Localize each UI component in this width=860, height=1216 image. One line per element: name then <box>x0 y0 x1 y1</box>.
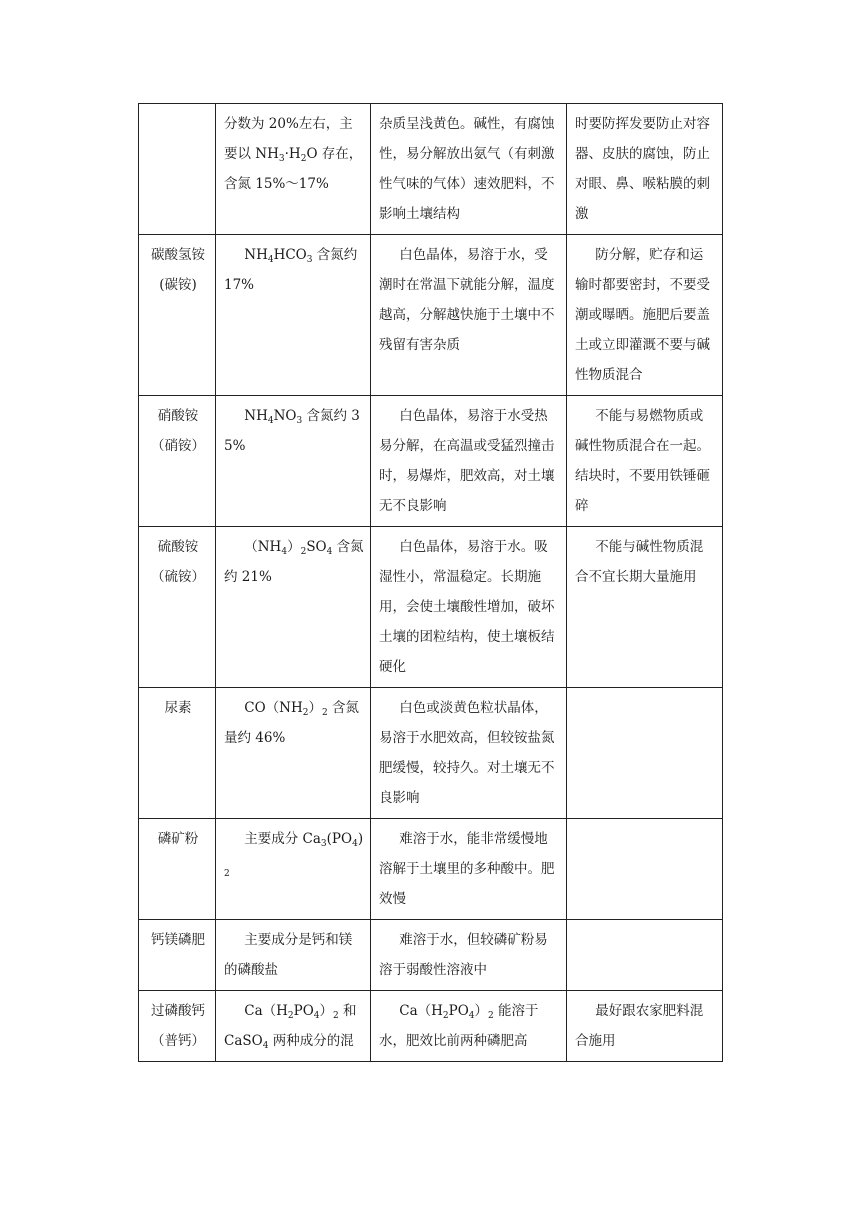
properties-cell: $Ca(H_2PO_4)_2$ 能溶于水，肥效比前两种磷肥高 <box>371 991 567 1062</box>
precautions-cell: 不能与易燃物质或碱性物质混合在一起。结块时，不要用铁锤砸碎 <box>567 396 723 527</box>
table-body <box>139 104 723 1062</box>
fertilizer-name-cell: 磷矿粉 <box>139 819 216 920</box>
fertilizer-table <box>138 103 723 1062</box>
fertilizer-name-cell: 过磷酸钙（普钙） <box>139 991 216 1062</box>
precautions-cell: 时要防挥发要防止对容器、皮肤的腐蚀，防止对眼、鼻、喉粘膜的刺激 <box>567 104 723 235</box>
composition-cell: 主要成分是钙和镁的磷酸盐 <box>216 920 371 991</box>
table-row <box>139 920 723 991</box>
properties-cell: 杂质呈浅黄色。碱性，有腐蚀性，易分解放出氨气（有刺激性气味的气体）速效肥料，不影响土壤结构 <box>371 104 567 235</box>
composition-cell: $(NH_4)_2SO_4$ 含氮约 21% <box>216 527 371 688</box>
composition-cell: $Ca(H_2PO_4)_2$ 和 CaSO$_4$ 两种成分的混 <box>216 991 371 1062</box>
precautions-cell: 防分解，贮存和运输时都要密封，不要受潮或曝晒。施肥后要盖土或立即灌溉不要与碱性物质混合 <box>567 235 723 396</box>
fertilizer-name-cell: 钙镁磷肥 <box>139 920 216 991</box>
composition-cell: $NH_4NO_3$ 含氮约 35% <box>216 396 371 527</box>
precautions-cell <box>567 819 723 920</box>
table-row <box>139 527 723 688</box>
fertilizer-name-cell: 碳酸氢铵(碳铵) <box>139 235 216 396</box>
fertilizer-name-cell: 硝酸铵（硝铵） <box>139 396 216 527</box>
properties-cell: 白色晶体，易溶于水受热易分解，在高温或受猛烈撞击时，易爆炸，肥效高，对土壤无不良影响 <box>371 396 567 527</box>
precautions-cell: 不能与碱性物质混合不宜长期大量施用 <box>567 527 723 688</box>
properties-cell: 难溶于水，但较磷矿粉易溶于弱酸性溶液中 <box>371 920 567 991</box>
table-row <box>139 235 723 396</box>
composition-cell: $CO(NH_2)_2$ 含氮量约 46% <box>216 688 371 819</box>
precautions-cell <box>567 688 723 819</box>
properties-cell: 白色晶体，易溶于水。吸湿性小，常温稳定。长期施用，会使土壤酸性增加，破坏土壤的团粒结构，使土壤板结硬化 <box>371 527 567 688</box>
fertilizer-name-cell: 硫酸铵（硫铵） <box>139 527 216 688</box>
precautions-cell: 最好跟农家肥料混合施用 <box>567 991 723 1062</box>
table-row <box>139 396 723 527</box>
composition-cell: 主要成分 $Ca_3(PO_4)_2$ <box>216 819 371 920</box>
composition-cell: $NH_4HCO_3$ 含氮约 17% <box>216 235 371 396</box>
fertilizer-name-cell <box>139 104 216 235</box>
composition-cell: 分数为 20%左右，主要以 $NH_3\cdot H_2O$ 存在，含氮 15%～17% <box>216 104 371 235</box>
properties-cell: 白色晶体，易溶于水，受潮时在常温下就能分解，温度越高，分解越快施于土壤中不残留有害杂质 <box>371 235 567 396</box>
table-row <box>139 104 723 235</box>
table-row <box>139 819 723 920</box>
table-row <box>139 688 723 819</box>
fertilizer-name-cell: 尿素 <box>139 688 216 819</box>
precautions-cell <box>567 920 723 991</box>
properties-cell: 难溶于水，能非常缓慢地溶解于土壤里的多种酸中。肥效慢 <box>371 819 567 920</box>
properties-cell: 白色或淡黄色粒状晶体，易溶于水肥效高，但较铵盐氮肥缓慢，较持久。对土壤无不良影响 <box>371 688 567 819</box>
table-row <box>139 991 723 1062</box>
